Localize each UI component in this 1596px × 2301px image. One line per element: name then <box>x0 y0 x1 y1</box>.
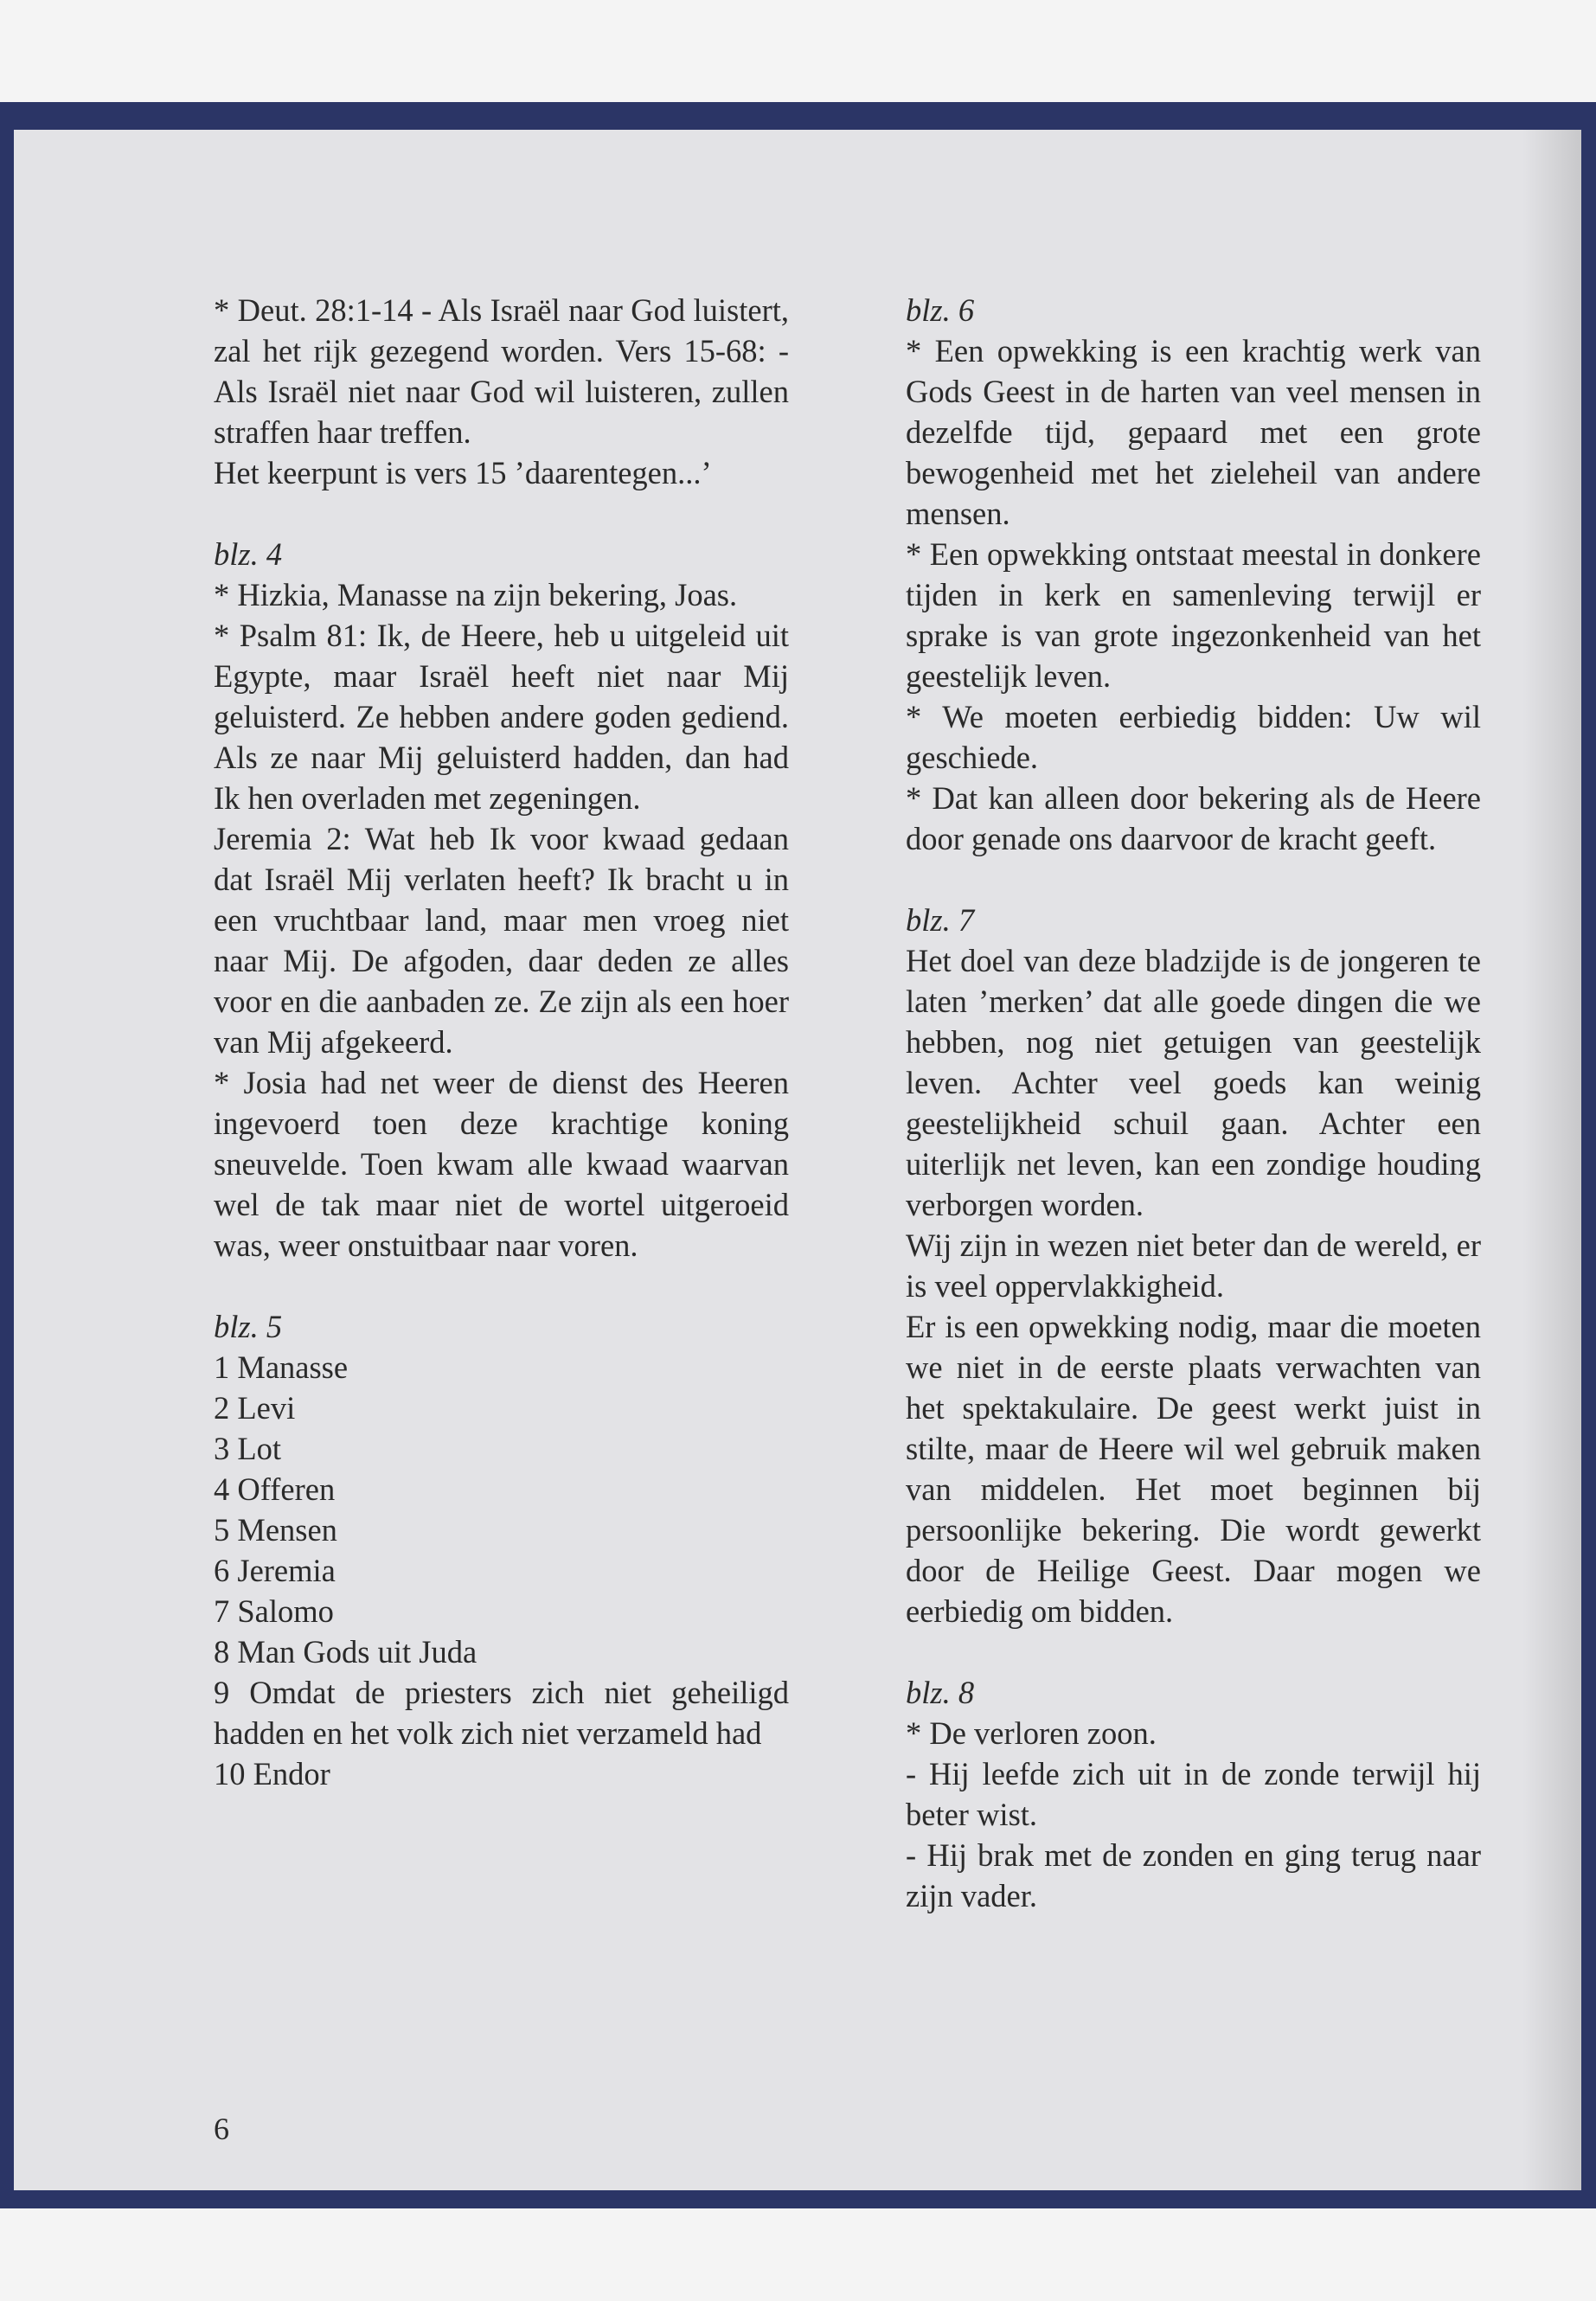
list-item: 6 Jeremia <box>214 1553 336 1588</box>
list-item: 7 Salomo <box>214 1593 334 1629</box>
right-column <box>906 290 1481 1916</box>
paragraph-bekering: * Dat kan alleen door bekering als de Heere door genade ons daarvoor de kracht geeft. <box>906 780 1481 856</box>
paragraph-verloren-zoon: * De verloren zoon. <box>906 1715 1157 1751</box>
paragraph-keerpunt: Het keerpunt is vers 15 ’daarentegen...’ <box>214 455 712 490</box>
list-item: 5 Mensen <box>214 1512 337 1548</box>
list-item: 9 Omdat de priesters zich niet geheiligd hadden en het volk zich niet verzameld had <box>214 1675 789 1751</box>
list-item: 8 Man Gods uit Juda <box>214 1634 478 1670</box>
paragraph-jeremia-2: Jeremia 2: Wat heb Ik voor kwaad gedaan dat Israël Mij verlaten heeft? Ik bracht u in een vruchtbaar land, maar men vroeg niet naar Mij. De afgoden, daar deden ze alles voor en die aanbaden ze. Ze zijn als een hoer van Mij afgekeerd. <box>214 821 789 1060</box>
paragraph-deut: * Deut. 28:1-14 - Als Israël naar God luistert, zal het rijk gezegend worden. Vers 15-68: - Als Israël niet naar God wil luisteren, zullen straffen haar treffen. <box>214 292 789 450</box>
list-item: 1 Manasse <box>214 1349 349 1385</box>
list-item: 2 Levi <box>214 1390 296 1426</box>
paragraph-wereld: Wij zijn in wezen niet beter dan de wereld, er is veel oppervlakkigheid. <box>906 1227 1481 1304</box>
section-heading-blz-7: blz. 7 <box>906 902 975 938</box>
paragraph-hizkia: * Hizkia, Manasse na zijn bekering, Joas. <box>214 577 738 612</box>
page-number: 6 <box>214 2112 229 2146</box>
list-item: 3 Lot <box>214 1431 282 1466</box>
paragraph-josia: * Josia had net weer de dienst des Heeren ingevoerd toen deze krachtige koning sneuvelde. Toen kwam alle kwaad waarvan wel de tak maar niet de wortel uitgeroeid was, weer onstuitbaar naar voren. <box>214 1065 789 1263</box>
list-item: 4 Offeren <box>214 1471 336 1507</box>
paragraph-opwekking-ontstaat: * Een opwekking ontstaat meestal in donkere tijden in kerk en samenleving terwijl er sprake is van grote ingezonkenheid van het geestelijk leven. <box>906 536 1481 694</box>
spine-shadow <box>1522 130 1581 2190</box>
section-heading-blz-4: blz. 4 <box>214 536 283 572</box>
paragraph-brak: - Hij brak met de zonden en ging terug naar zijn vader. <box>906 1837 1481 1913</box>
section-heading-blz-8: blz. 8 <box>906 1675 975 1710</box>
left-column <box>214 290 789 1794</box>
paragraph-opwekking-nodig: Er is een opwekking nodig, maar die moeten we niet in de eerste plaats verwachten van het spektakulaire. De geest werkt juist in stilte, maar de Heere wil wel gebruik maken van middelen. Het moet beginnen bij persoonlijke bekering. Die wordt gewerkt door de Heilige Geest. Daar mogen we eerbiedig om bidden. <box>906 1309 1481 1629</box>
paragraph-doel: Het doel van deze bladzijde is de jongeren te laten ’merken’ dat alle goede dingen die we hebben, nog niet getuigen van geestelijk leven. Achter veel goeds kan weinig geestelijkheid schuil gaan. Achter een uiterlijk net leven, kan een zondige houding verborgen worden. <box>906 943 1481 1222</box>
list-item: 10 Endor <box>214 1756 330 1791</box>
paragraph-bidden: * We moeten eerbiedig bidden: Uw wil geschiede. <box>906 699 1481 775</box>
section-heading-blz-5: blz. 5 <box>214 1309 283 1344</box>
paragraph-psalm-81: * Psalm 81: Ik, de Heere, heb u uitgeleid uit Egypte, maar Israël heeft niet naar Mij geluisterd. Ze hebben andere goden gediend. Als ze naar Mij geluisterd hadden, dan had Ik hen overladen met zegeningen. <box>214 618 789 816</box>
paragraph-leefde: - Hij leefde zich uit in de zonde terwijl hij beter wist. <box>906 1756 1481 1832</box>
paragraph-opwekking-definitie: * Een opwekking is een krachtig werk van Gods Geest in de harten van veel mensen in dezelfde tijd, gepaard met een grote bewogenheid met het zieleheil van andere mensen. <box>906 333 1481 531</box>
section-heading-blz-6: blz. 6 <box>906 292 975 328</box>
